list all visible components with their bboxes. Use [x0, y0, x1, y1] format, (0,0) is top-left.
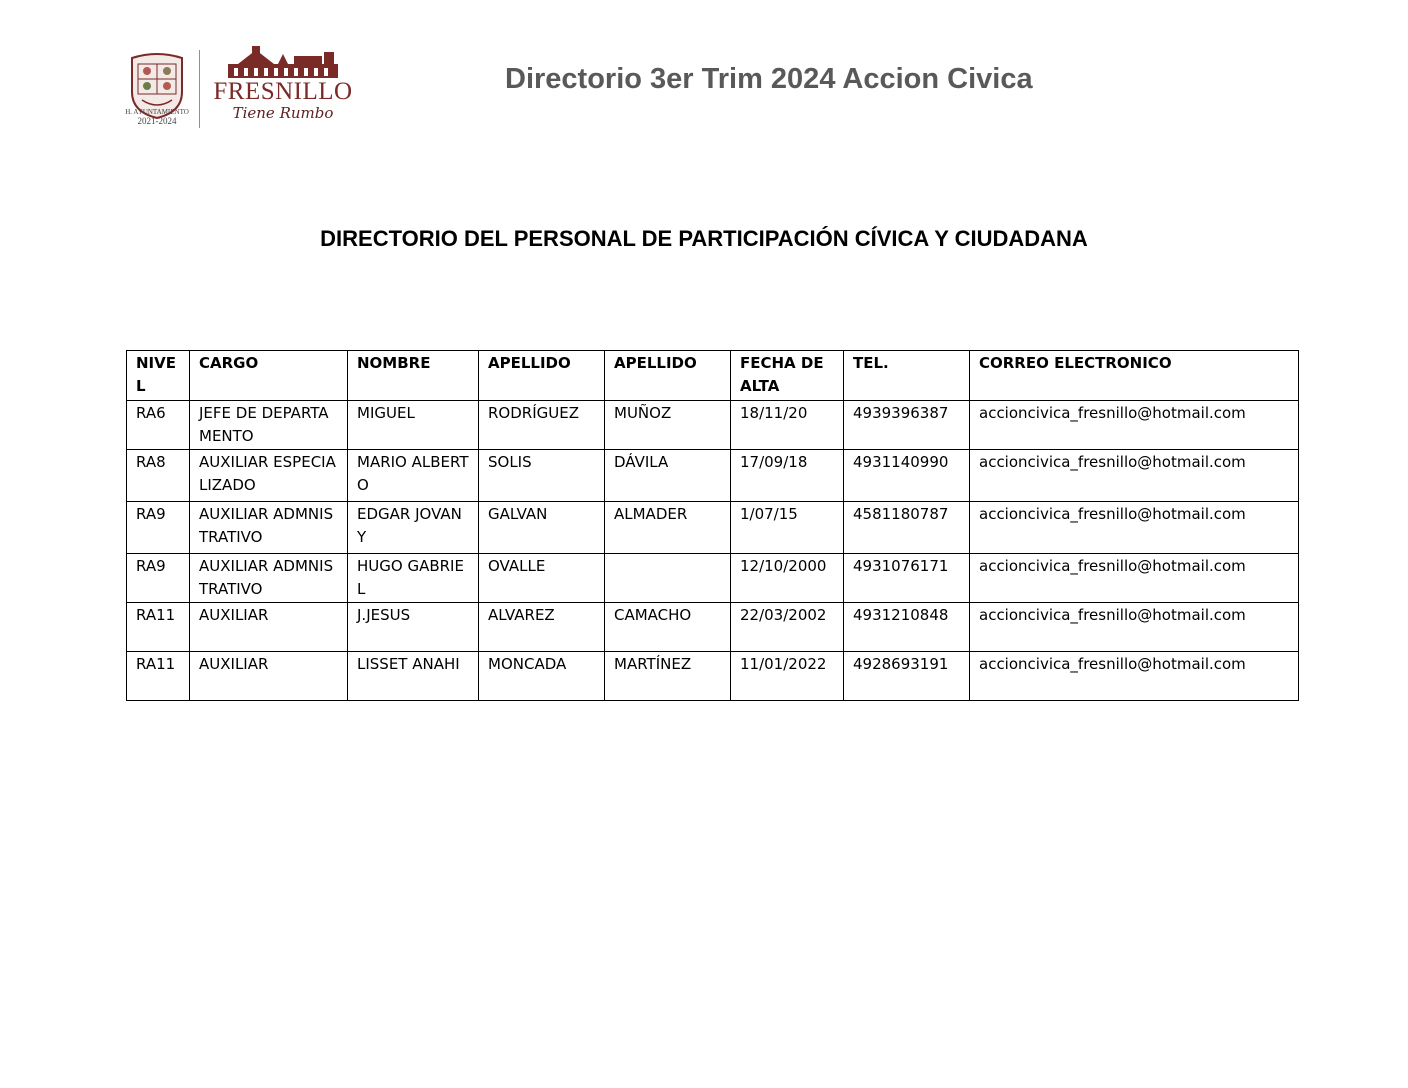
document-title: DIRECTORIO DEL PERSONAL DE PARTICIPACIÓN CÍVICA Y CIUDADANA — [320, 226, 1088, 251]
cell-nombre: J.JESUS — [348, 603, 479, 652]
cell-correo: accioncivica_fresnillo@hotmail.com — [970, 554, 1299, 603]
cell-nivel: RA11 — [127, 603, 190, 652]
cell-tel: 4928693191 — [844, 652, 970, 701]
table-row — [127, 652, 1299, 701]
cell-apellido-paterno: RODRÍGUEZ — [479, 401, 605, 450]
logo-divider — [199, 50, 200, 128]
cell-nombre: LISSET ANAHI — [348, 652, 479, 701]
cell-nombre: HUGO GABRIEL — [348, 554, 479, 603]
cell-nivel: RA6 — [127, 401, 190, 450]
cell-fecha-alta: 22/03/2002 — [731, 603, 844, 652]
table-row — [127, 603, 1299, 652]
cell-apellido-materno: DÁVILA — [605, 450, 731, 502]
cell-tel: 4581180787 — [844, 502, 970, 554]
cell-apellido-paterno: SOLIS — [479, 450, 605, 502]
cell-nivel: RA8 — [127, 450, 190, 502]
cell-apellido-paterno: OVALLE — [479, 554, 605, 603]
cell-correo: accioncivica_fresnillo@hotmail.com — [970, 450, 1299, 502]
cell-nivel: RA9 — [127, 502, 190, 554]
col-header-apellido-paterno: APELLIDO — [479, 351, 605, 401]
cell-tel: 4931076171 — [844, 554, 970, 603]
cell-nivel: RA9 — [127, 554, 190, 603]
cell-cargo: AUXILIAR — [190, 652, 348, 701]
col-header-nombre: NOMBRE — [348, 351, 479, 401]
cell-apellido-materno: ALMADER — [605, 502, 731, 554]
table-row — [127, 401, 1299, 450]
cell-tel: 4931140990 — [844, 450, 970, 502]
cell-nombre: MARIO ALBERTO — [348, 450, 479, 502]
cell-apellido-materno — [605, 554, 731, 603]
staff-directory-table — [126, 350, 1299, 701]
brand-name: FRESNILLO — [213, 78, 353, 105]
cell-cargo: JEFE DE DEPARTAMENTO — [190, 401, 348, 450]
col-header-correo: CORREO ELECTRONICO — [970, 351, 1299, 401]
col-header-tel: TEL. — [844, 351, 970, 401]
cell-cargo: AUXILIAR — [190, 603, 348, 652]
cell-apellido-paterno: ALVAREZ — [479, 603, 605, 652]
seal-caption: H. AYUNTAMIENTO 2021-2024 — [125, 108, 189, 126]
cell-apellido-materno: MARTÍNEZ — [605, 652, 731, 701]
table-row — [127, 554, 1299, 603]
table-row — [127, 450, 1299, 502]
cell-tel: 4939396387 — [844, 401, 970, 450]
cell-fecha-alta: 17/09/18 — [731, 450, 844, 502]
col-header-cargo: CARGO — [190, 351, 348, 401]
cell-cargo: AUXILIAR ESPECIALIZADO — [190, 450, 348, 502]
brand-tagline: Tiene Rumbo — [232, 104, 334, 122]
table-header-row — [127, 351, 1299, 401]
col-header-fecha-alta: FECHA DE ALTA — [731, 351, 844, 401]
cell-correo: accioncivica_fresnillo@hotmail.com — [970, 502, 1299, 554]
cell-fecha-alta: 18/11/20 — [731, 401, 844, 450]
cell-cargo: AUXILIAR ADMNISTRATIVO — [190, 502, 348, 554]
cell-fecha-alta: 11/01/2022 — [731, 652, 844, 701]
col-header-apellido-materno: APELLIDO — [605, 351, 731, 401]
cell-nombre: EDGAR JOVANY — [348, 502, 479, 554]
cell-fecha-alta: 12/10/2000 — [731, 554, 844, 603]
header-title: Directorio 3er Trim 2024 Accion Civica — [505, 63, 1033, 95]
cell-fecha-alta: 1/07/15 — [731, 502, 844, 554]
cell-correo: accioncivica_fresnillo@hotmail.com — [970, 401, 1299, 450]
cell-apellido-paterno: GALVAN — [479, 502, 605, 554]
cell-cargo: AUXILIAR ADMNISTRATIVO — [190, 554, 348, 603]
cell-tel: 4931210848 — [844, 603, 970, 652]
town-skyline-icon — [208, 42, 358, 82]
cell-nombre: MIGUEL — [348, 401, 479, 450]
cell-correo: accioncivica_fresnillo@hotmail.com — [970, 652, 1299, 701]
logo-area — [126, 42, 356, 134]
brand-logo — [208, 42, 358, 134]
table-row — [127, 502, 1299, 554]
col-header-nivel: NIVEL — [127, 351, 190, 401]
cell-apellido-materno: MUÑOZ — [605, 401, 731, 450]
cell-apellido-materno: CAMACHO — [605, 603, 731, 652]
cell-correo: accioncivica_fresnillo@hotmail.com — [970, 603, 1299, 652]
cell-apellido-paterno: MONCADA — [479, 652, 605, 701]
cell-nivel: RA11 — [127, 652, 190, 701]
